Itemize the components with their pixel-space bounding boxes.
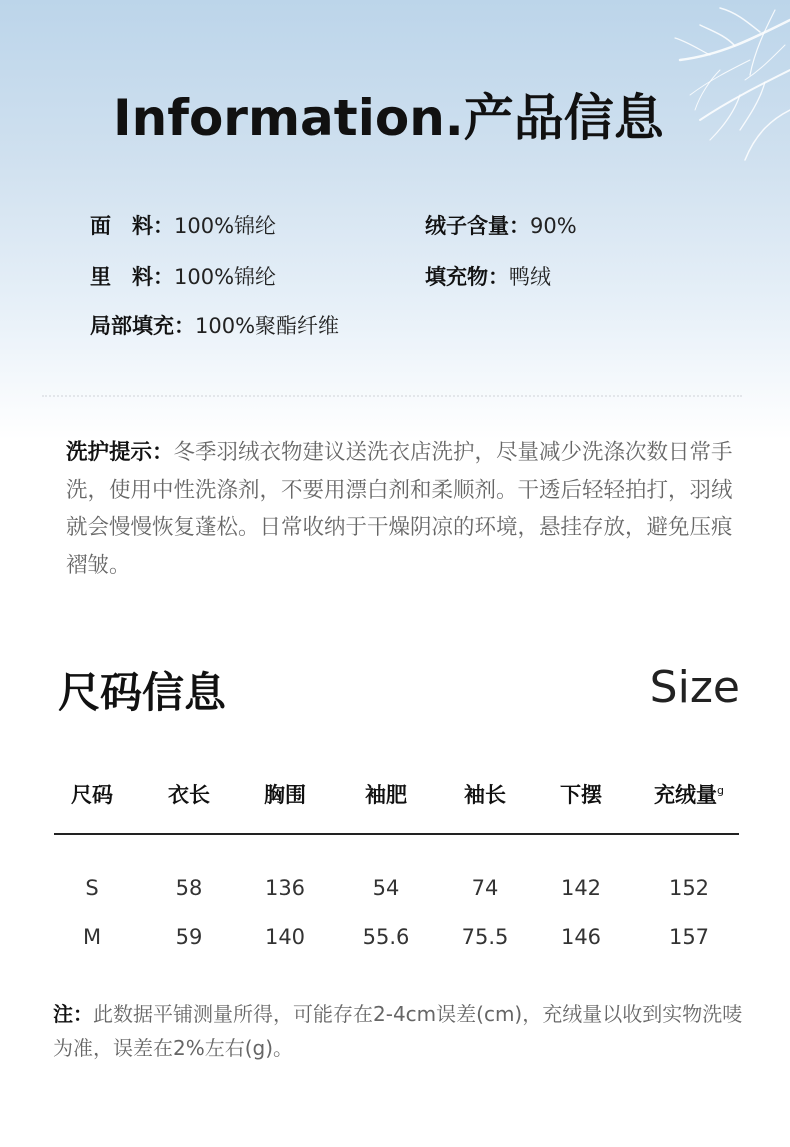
spec-partial-fill <box>90 310 339 340</box>
spec-filling <box>425 261 551 291</box>
table-cell: 59 <box>175 925 203 949</box>
spec-down-content-label: 绒子含量： <box>425 214 530 238</box>
table-cell: 55.6 <box>362 925 410 949</box>
table-cell: 54 <box>372 876 400 900</box>
care-label: 洗护提示： <box>66 440 174 465</box>
spec-fabric-value: 100%锦纶 <box>174 214 277 238</box>
spec-down-content-value: 90% <box>530 214 577 238</box>
size-section-title: 尺码信息 <box>58 668 227 717</box>
table-cell: 74 <box>471 876 499 900</box>
table-header-hem: 下摆 <box>560 783 602 807</box>
measurement-note <box>53 997 743 1065</box>
spec-partial-fill-value: 100%聚酯纤维 <box>195 314 340 338</box>
page-title: Information.产品信息 <box>113 89 664 147</box>
table-cell: 142 <box>560 876 602 900</box>
spec-down-content <box>425 210 577 240</box>
table-header-chest: 胸围 <box>264 783 306 807</box>
spec-fabric <box>90 210 276 240</box>
table-cell: 140 <box>264 925 306 949</box>
table-header-rule <box>54 833 739 835</box>
table-cell: 152 <box>668 876 710 900</box>
spec-lining-value: 100%锦纶 <box>174 265 277 289</box>
spec-fabric-label: 面 料： <box>90 214 174 238</box>
table-header-length: 衣长 <box>168 783 210 807</box>
care-instructions <box>66 434 746 584</box>
dotted-divider <box>42 395 742 397</box>
table-cell: 75.5 <box>461 925 509 949</box>
note-text: 此数据平铺测量所得，可能存在2-4cm误差(cm)，充绒量以收到实物洗唛为准，误差在2%左右(g)。 <box>53 1002 743 1060</box>
table-header-fill-weight-label: 充绒量 <box>654 783 717 807</box>
note-label: 注： <box>53 1002 93 1026</box>
table-cell: 58 <box>175 876 203 900</box>
spec-lining-label: 里 料： <box>90 265 174 289</box>
table-cell: 157 <box>668 925 710 949</box>
table-cell: 146 <box>560 925 602 949</box>
table-header-sleeve-length: 袖长 <box>464 783 506 807</box>
size-section-english: Size <box>649 662 740 713</box>
table-header-fill-weight <box>639 779 739 809</box>
spec-filling-value: 鸭绒 <box>509 265 551 289</box>
spec-lining <box>90 261 276 291</box>
table-cell: 136 <box>264 876 306 900</box>
care-text: 冬季羽绒衣物建议送洗衣店洗护，尽量减少洗涤次数日常手洗，使用中性洗涤剂，不要用漂白剂和柔顺剂。干透后轻轻拍打，羽绒就会慢慢恢复蓬松。日常收纳于干燥阴凉的环境，悬挂存放，避免压痕褶皱。 <box>66 440 733 578</box>
table-header-sleeve-width: 袖肥 <box>365 783 407 807</box>
table-cell: M <box>82 925 102 949</box>
table-header-fill-unit: g <box>717 784 724 797</box>
spec-partial-fill-label: 局部填充： <box>90 314 195 338</box>
table-cell: S <box>85 876 99 900</box>
spec-filling-label: 填充物： <box>425 265 509 289</box>
table-header-size: 尺码 <box>71 783 113 807</box>
